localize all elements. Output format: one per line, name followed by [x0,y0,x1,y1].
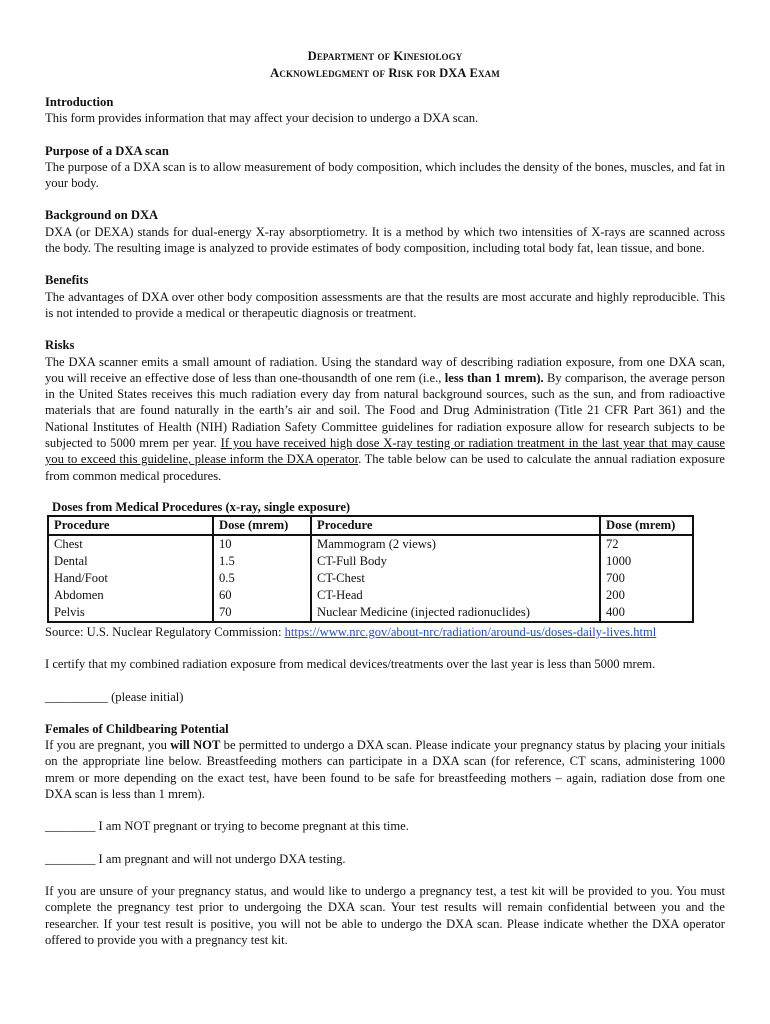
risks-heading: Risks [45,338,75,353]
purpose-heading: Purpose of a DXA scan [45,143,169,158]
pregnancy-test-text: If you are unsure of your pregnancy status, and would like to undergo a pregnancy test, a test kit will be provided to you. You must complete the pregnancy test prior to undergoing the DXA scan. Your test results will remain confidential between you and the researcher. If your test result is positive, you will not be able to undergo the DXA scan. Please indicate whether the DXA operator offered to provide you with a pregnancy test kit. [45,883,725,947]
table-cell: Mammogram (2 views) [311,535,600,553]
column-header: Dose (mrem) [213,516,311,535]
table-cell: Pelvis [48,604,213,622]
certify-text: I certify that my combined radiation exposure from medical devices/treatments over the last year is less than 5000 mrem. [45,657,656,672]
table-cell: Nuclear Medicine (injected radionuclides) [311,604,600,622]
table-cell: 1.5 [213,553,311,570]
table-cell: 72 [600,535,693,553]
section-purpose [45,143,725,192]
section-introduction [45,94,725,127]
risks-warning-underlined: If you have received high dose X-ray testing or radiation treatment in the last year that may cause you to exceed this guideline, please inform the DXA operator [45,436,725,467]
document-page [45,48,725,948]
table-row [48,553,693,570]
risks-text: The DXA scanner emits a small amount of radiation. Using the standard way of describing radiation exposure, from one DXA scan, you will receive an effective dose of less than one-thousandth of one rem (i.e., less than 1 mrem). By comparison, the average person in the United States receives this much radiation every day from natural background sources, such as the sun, and from radioactive materials that are found naturally in the earth’s air and soil. The Food and Drug Administration (Title 21 CFR Part 361) and the National Institutes of Health (NIH) Radiation Safety Committee guidelines for radiation exposure allow for research subjects to be subjected to 5000 mrem per year. If you have received high dose X-ray testing or radiation treatment in the last year that may cause you to exceed this guideline, please inform the DXA operator. The table below can be used to calculate the annual radiation exposure from common medical procedures. [45,354,725,483]
source-link[interactable]: https://www.nrc.gov/about-nrc/radiation/around-us/doses-daily-lives.html [284,624,657,639]
table-cell: 200 [600,587,693,604]
table-cell: 400 [600,604,693,622]
table-cell: Chest [48,535,213,553]
table-cell: CT-Full Body [311,553,600,570]
table-row [48,604,693,622]
table-cell: 1000 [600,553,693,570]
background-heading: Background on DXA [45,208,159,223]
column-header: Procedure [311,516,600,535]
option-not-pregnant-line[interactable]: ________ I am NOT pregnant or trying to become pregnant at this time. [45,819,409,834]
females-text: If you are pregnant, you will NOT be permitted to undergo a DXA scan. Please indicate your pregnancy status by placing your initials on the appropriate line below. Breastfeeding mothers can participate in a DXA scan (for reference, CT scans, administering 1000 mrem or more depending on the exact test, have been found to be safe for breastfeeding mothers – again, radiation dose from one DXA scan is less than 1 mrem). [45,738,726,802]
option-pregnant-line[interactable]: ________ I am pregnant and will not undergo DXA testing. [45,851,346,866]
column-header: Dose (mrem) [600,516,693,535]
introduction-text: This form provides information that may affect your decision to undergo a DXA scan. [45,111,479,126]
table-cell: Dental [48,553,213,570]
table-cell: 60 [213,587,311,604]
risks-dose-bold: less than 1 mrem). [444,370,544,385]
benefits-text: The advantages of DXA over other body composition assessments are that the results are most accurate and highly reproducible. This is not intended to provide a medical or therapeutic diagnosis or treatment. [45,289,725,320]
table-cell: Hand/Foot [48,570,213,587]
table-row [48,587,693,604]
section-benefits [45,272,725,321]
introduction-heading: Introduction [45,95,114,109]
table-cell: 70 [213,604,311,622]
table-caption: Doses from Medical Procedures (x-ray, single exposure) [52,499,351,514]
purpose-text: The purpose of a DXA scan is to allow measurement of body composition, which includes the density of the bones, muscles, and fat in your body. [45,159,725,191]
females-heading: Females of Childbearing Potential [45,721,229,736]
column-header: Procedure [48,516,213,535]
table-cell: 10 [213,535,311,553]
document-header [45,48,725,82]
certify-initial-line[interactable]: __________ (please initial) [45,689,184,704]
table-cell: 0.5 [213,570,311,587]
department-heading: Department of Kinesiology [307,49,463,63]
background-text: DXA (or DEXA) stands for dual-energy X-ray absorptiometry. It is a method by which two intensities of X-rays are scanned across the body. The resulting image is analyzed to provide estimates of body composition, including total body fat, lean tissue, and bone. [45,224,725,256]
table-source: Source: U.S. Nuclear Regulatory Commission: https://www.nrc.gov/about-nrc/radiation/around-us/doses-daily-lives.html [45,624,657,639]
doses-table [47,515,694,623]
table-cell: 700 [600,570,693,587]
will-not-bold: will NOT [170,738,221,753]
table-row [48,570,693,587]
form-title: Acknowledgment of Risk for DXA Exam [270,66,500,80]
benefits-heading: Benefits [45,273,89,288]
table-cell: Abdomen [48,587,213,604]
section-certify [45,656,725,705]
table-row [48,535,693,553]
section-risks [45,337,725,484]
table-header-row [48,516,693,535]
section-background [45,207,725,256]
table-cell: CT-Chest [311,570,600,587]
section-females [45,721,725,948]
table-cell: CT-Head [311,587,600,604]
